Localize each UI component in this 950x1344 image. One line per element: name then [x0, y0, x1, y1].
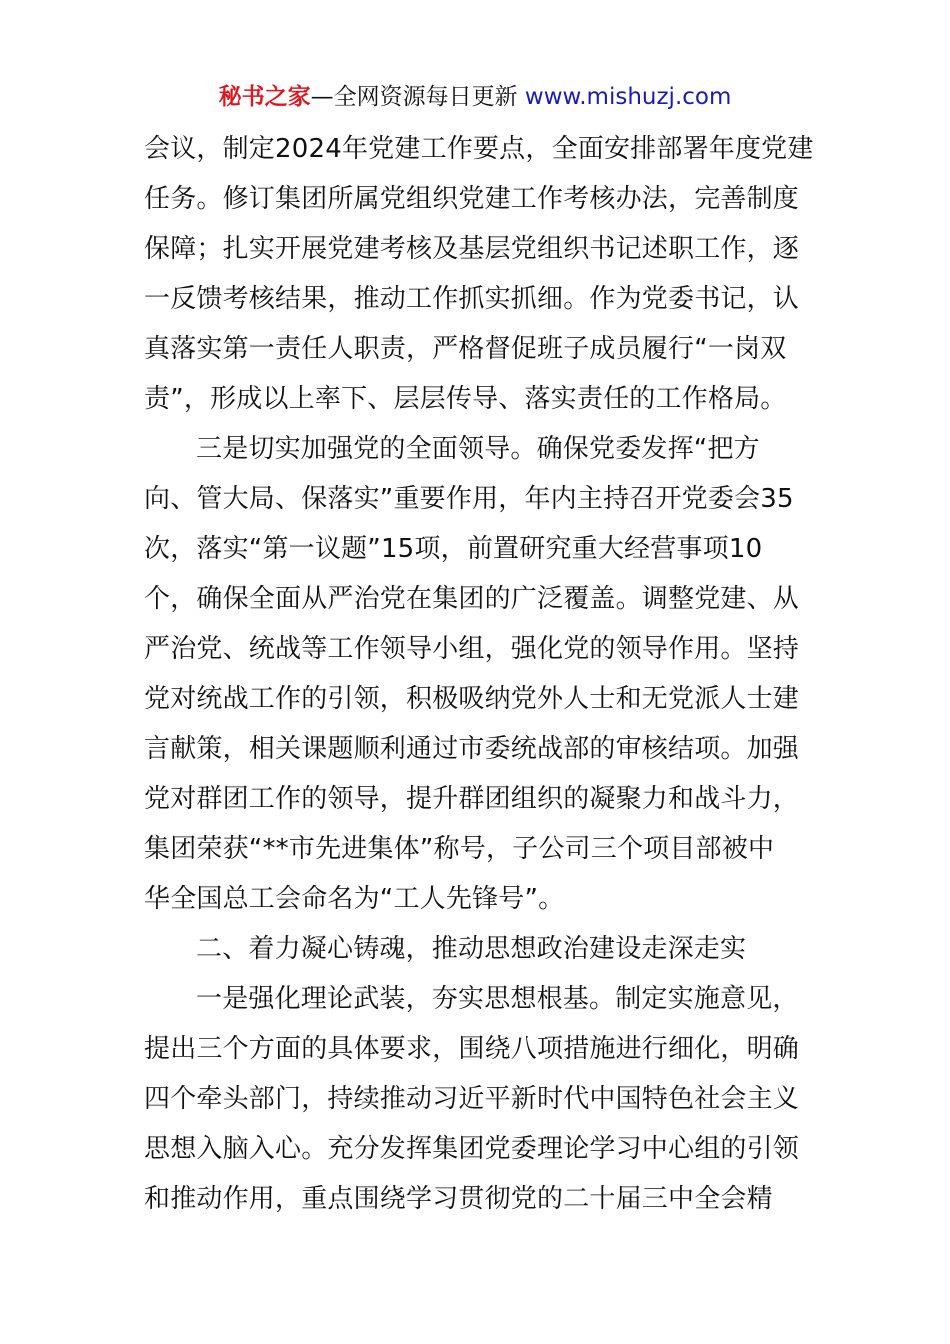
site-tagline: —全网资源每日更新 [310, 84, 525, 110]
text-line: 次，落实“第一议题”15项，前置研究重大经营事项10 [144, 534, 763, 564]
text-line: 党对群团工作的领导，提升群团组织的凝聚力和战斗力， [144, 784, 800, 814]
text-line: 党对统战工作的引领，积极吸纳党外人士和无党派人士建 [144, 684, 800, 714]
site-brand: 秘书之家 [218, 84, 311, 110]
text-line: 真落实第一责任人职责，严格督促班子成员履行“一岗双 [144, 334, 787, 364]
section-heading: 二、着力凝心铸魂，推动思想政治建设走深走实 [196, 934, 747, 964]
document-body [144, 124, 814, 1224]
text-line: 思想入脑入心。充分发挥集团党委理论学习中心组的引领 [144, 1134, 800, 1164]
text-line: 集团荣获“**市先进集体”称号，子公司三个项目部被中 [144, 834, 775, 864]
text-line: 责”，形成以上率下、层层传导、落实责任的工作格局。 [144, 384, 787, 414]
site-url[interactable]: www.mishuzj.com [524, 84, 732, 110]
text-line: 会议，制定2024年党建工作要点，全面安排部署年度党建 [144, 134, 814, 164]
text-line: 华全国总工会命名为“工人先锋号”。 [144, 884, 565, 914]
text-line: 任务。修订集团所属党组织党建工作考核办法，完善制度 [144, 184, 800, 214]
text-line: 一反馈考核结果，推动工作抓实抓细。作为党委书记，认 [144, 284, 800, 314]
text-line: 严治党、统战等工作领导小组，强化党的领导作用。坚持 [144, 634, 800, 664]
paragraph-first-line: 一是强化理论武装，夯实思想根基。制定实施意见， [196, 984, 799, 1014]
text-line: 保障；扎实开展党建考核及基层党组织书记述职工作，逐 [144, 234, 800, 264]
text-line: 向、管大局、保落实”重要作用，年内主持召开党委会35 [144, 484, 794, 514]
site-header [0, 82, 950, 112]
text-line: 和推动作用，重点围绕学习贯彻党的二十届三中全会精 [144, 1184, 773, 1214]
text-line: 四个牵头部门，持续推动习近平新时代中国特色社会主义 [144, 1084, 800, 1114]
text-line: 个，确保全面从严治党在集团的广泛覆盖。调整党建、从 [144, 584, 800, 614]
text-line: 提出三个方面的具体要求，围绕八项措施进行细化，明确 [144, 1034, 800, 1064]
text-line: 言献策，相关课题顺利通过市委统战部的审核结项。加强 [144, 734, 800, 764]
paragraph-first-line: 三是切实加强党的全面领导。确保党委发挥“把方 [196, 434, 760, 464]
